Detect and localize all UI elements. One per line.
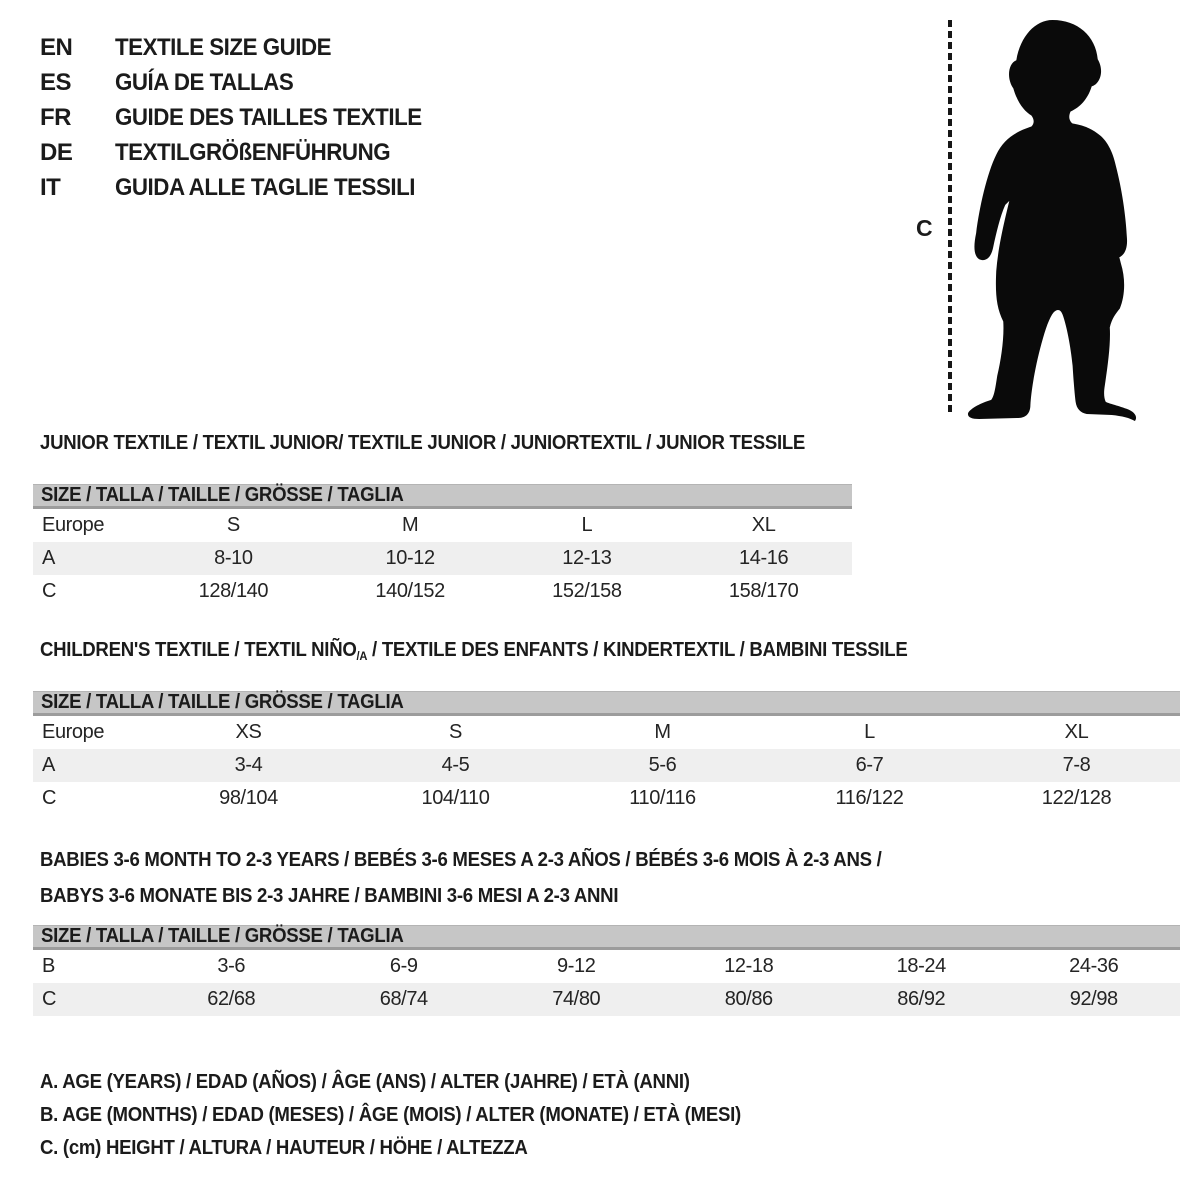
months-cell: 3-6: [217, 955, 246, 977]
guide-title-it: GUIDA ALLE TAGLIE TESSILI: [115, 173, 416, 201]
age-cell: 3-4: [234, 754, 263, 776]
row-label: A: [42, 547, 55, 569]
size-header-label: SIZE / TALLA / TAILLE / GRÖSSE / TAGLIA: [41, 925, 404, 947]
height-cell: 110/116: [629, 787, 696, 809]
language-row-en: [40, 30, 445, 65]
size-cell: S: [226, 514, 240, 536]
children-size-table: [33, 691, 1180, 815]
size-header-label: SIZE / TALLA / TAILLE / GRÖSSE / TAGLIA: [41, 691, 404, 713]
size-header-bar: [33, 484, 852, 509]
age-cell: 5-6: [648, 754, 677, 776]
language-title-list: [40, 30, 445, 205]
toddler-silhouette-image: [963, 12, 1139, 424]
legend-text-a: A. AGE (YEARS) / EDAD (AÑOS) / ÂGE (ANS) / ALTER (JAHRE) / ETÀ (ANNI): [40, 1071, 690, 1093]
table-row-europe: [33, 716, 1180, 749]
row-label: C: [42, 988, 57, 1010]
height-cell: 80/86: [724, 988, 773, 1010]
size-cell: M: [401, 514, 419, 536]
children-title-prefix: CHILDREN'S TEXTILE / TEXTIL NIÑO: [40, 639, 357, 661]
junior-section-title: [40, 432, 863, 455]
size-header-bar: [33, 925, 1180, 950]
row-label: Europe: [42, 514, 105, 536]
age-cell: 6-7: [855, 754, 884, 776]
row-label: Europe: [42, 721, 105, 743]
age-cell: 7-8: [1062, 754, 1091, 776]
height-cell: 158/170: [728, 580, 799, 602]
height-cell: 98/104: [219, 787, 278, 809]
language-code: IT: [40, 173, 61, 201]
height-measure-dashed-line: [948, 20, 952, 416]
age-cell: 10-12: [385, 547, 435, 569]
language-row-es: [40, 65, 445, 100]
table-row-height: [33, 575, 852, 608]
children-section-title-text: [40, 639, 907, 663]
height-cell: 116/122: [835, 787, 904, 809]
size-header-label: SIZE / TALLA / TAILLE / GRÖSSE / TAGLIA: [41, 484, 404, 506]
height-cell: 74/80: [552, 988, 601, 1010]
height-cell: 140/152: [375, 580, 445, 602]
children-title-suffix: / TEXTILE DES ENFANTS / KINDERTEXTIL / BAMBINI TESSILE: [367, 639, 908, 661]
height-cell: 122/128: [1041, 787, 1112, 809]
language-code: EN: [40, 33, 73, 61]
table-row-age: [33, 749, 1180, 782]
legend-text-c: C. (cm) HEIGHT / ALTURA / HAUTEUR / HÖHE / ALTEZZA: [40, 1137, 528, 1159]
height-measure-label: C: [916, 215, 933, 241]
size-cell: S: [449, 721, 462, 743]
babies-title-line1: BABIES 3-6 MONTH TO 2-3 YEARS / BEBÉS 3-6 MESES A 2-3 AÑOS / BÉBÉS 3-6 MOIS À 2-3 ANS /: [40, 849, 882, 871]
legend-line-b: [40, 1099, 794, 1132]
age-cell: 4-5: [441, 754, 470, 776]
months-cell: 18-24: [896, 955, 946, 977]
height-cell: 104/110: [421, 787, 490, 809]
height-cell: 128/140: [198, 580, 269, 602]
size-cell: L: [581, 514, 593, 536]
row-label: C: [42, 787, 57, 809]
language-code: FR: [40, 103, 71, 131]
measure-legend: [40, 1066, 794, 1165]
age-cell: 12-13: [562, 547, 612, 569]
table-row-height: [33, 782, 1180, 815]
babies-section-title: [40, 842, 945, 914]
language-row-de: [40, 135, 445, 170]
guide-title-fr: GUIDE DES TAILLES TEXTILE: [115, 103, 422, 131]
row-label: C: [42, 580, 57, 602]
age-cell: 14-16: [739, 547, 789, 569]
height-cell: 152/158: [552, 580, 622, 602]
guide-title-es: GUÍA DE TALLAS: [115, 68, 294, 96]
guide-title-de: TEXTILGRÖßENFÜHRUNG: [115, 138, 391, 166]
guide-title-en: TEXTILE SIZE GUIDE: [115, 33, 332, 61]
junior-section-title-text: JUNIOR TEXTILE / TEXTIL JUNIOR/ TEXTILE JUNIOR / JUNIORTEXTIL / JUNIOR TESSILE: [40, 432, 806, 454]
table-row-months: [33, 950, 1180, 983]
row-label: A: [42, 754, 55, 776]
months-cell: 9-12: [557, 955, 596, 977]
size-cell: L: [864, 721, 875, 743]
size-cell: M: [654, 721, 671, 743]
legend-text-b: B. AGE (MONTHS) / EDAD (MESES) / ÂGE (MOIS) / ALTER (MONATE) / ETÀ (MESI): [40, 1104, 741, 1126]
table-row-height: [33, 983, 1180, 1016]
months-cell: 24-36: [1069, 955, 1119, 977]
table-row-age: [33, 542, 852, 575]
table-row-europe: [33, 509, 852, 542]
children-section-title: [40, 639, 973, 663]
legend-line-a: [40, 1066, 794, 1099]
babies-title-line2: BABYS 3-6 MONATE BIS 2-3 JAHRE / BAMBINI 3-6 MESI A 2-3 ANNI: [40, 885, 619, 907]
language-code: DE: [40, 138, 73, 166]
height-cell: 62/68: [207, 988, 256, 1010]
age-cell: 8-10: [214, 547, 253, 569]
height-cell: 86/92: [897, 988, 946, 1010]
height-cell: 68/74: [379, 988, 428, 1010]
language-row-fr: [40, 100, 445, 135]
size-cell: XL: [751, 514, 776, 536]
size-cell: XL: [1064, 721, 1089, 743]
months-cell: 12-18: [724, 955, 774, 977]
babies-size-table: [33, 925, 1180, 1016]
months-cell: 6-9: [389, 955, 418, 977]
size-cell: XS: [235, 721, 262, 743]
junior-size-table: [33, 484, 852, 608]
height-cell: 92/98: [1069, 988, 1118, 1010]
size-header-bar: [33, 691, 1180, 716]
row-label: B: [42, 955, 55, 977]
language-code: ES: [40, 68, 72, 96]
children-title-sub: /A: [356, 649, 368, 663]
language-row-it: [40, 170, 445, 205]
legend-line-c: [40, 1132, 794, 1165]
